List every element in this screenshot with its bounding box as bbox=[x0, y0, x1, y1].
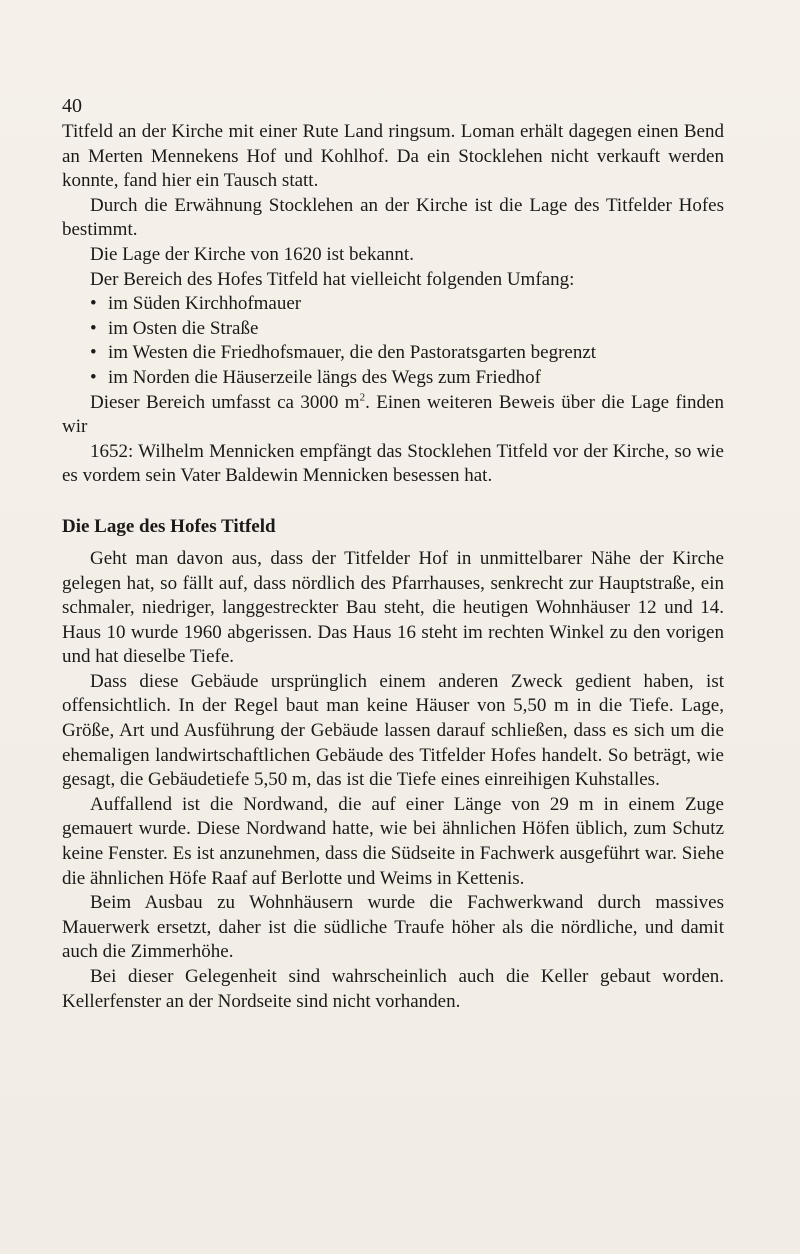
paragraph-continued: Titfeld an der Kirche mit einer Rute Land ringsum. Loman erhält dagegen einen Bend an Merten Mennekens Hof und Kohlhof. Da ein Stocklehen nicht verkauft werden konnte, fand hier ein Tausch statt. bbox=[62, 121, 724, 192]
paragraph-bereich-intro: Der Bereich des Hofes Titfeld hat vielleicht folgenden Umfang: bbox=[90, 268, 575, 290]
paragraph-stocklehen: Durch die Erwähnung Stocklehen an der Kirche ist die Lage des Titfelder Hofes bestimmt. bbox=[62, 194, 724, 241]
paragraph-area bbox=[62, 391, 724, 440]
section-paragraph: Beim Ausbau zu Wohnhäusern wurde die Fachwerkwand durch massives Mauerwerk ersetzt, daher ist die südliche Traufe höher als die nördliche, und damit auch die Zimmerhöhe. bbox=[62, 892, 724, 963]
page-text-block bbox=[62, 92, 724, 1014]
paragraph-kirche-1620: Die Lage der Kirche von 1620 ist bekannt. bbox=[90, 243, 414, 265]
section-paragraph: Geht man davon aus, dass der Titfelder Hof in unmittelbarer Nähe der Kirche gelegen hat, so fällt auf, dass nördlich des Pfarrhauses, senkrecht zur Hauptstraße, ein schmaler, niedriger, langgestreckter Bau steht, die heutigen Wohnhäuser 12 und 14. Haus 10 wurde 1960 abgerissen. Das Haus 16 steht im rechten Winkel zu den vorigen und hat dieselbe Tiefe. bbox=[62, 547, 724, 668]
page-number: 40 bbox=[62, 95, 82, 117]
list-item bbox=[62, 341, 724, 366]
bullet-icon: • bbox=[90, 317, 97, 339]
bullet-icon: • bbox=[90, 293, 97, 315]
bullet-icon: • bbox=[90, 342, 97, 364]
list-item bbox=[62, 317, 724, 342]
list-item-text: im Westen die Friedhofsmauer, die den Pastoratsgarten begrenzt bbox=[108, 342, 597, 364]
section-paragraph: Auffallend ist die Nordwand, die auf einer Länge von 29 m in einem Zuge gemauert wurde. Diese Nordwand hatte, wie bei ähnlichen Höfen üblich, zum Schutz keine Fenster. Es ist anzunehmen, dass die Südseite in Fachwerk ausgeführt war. Siehe die ähnlichen Höfe Raaf auf Berlotte und Weims in Kettenis. bbox=[62, 793, 724, 889]
area-superscript: 2 bbox=[359, 391, 366, 404]
paragraph-1652: 1652: Wilhelm Mennicken empfängt das Stocklehen Titfeld vor der Kirche, so wie es vordem sein Vater Baldewin Mennicken besessen hat. bbox=[62, 440, 724, 487]
area-text-after: . Einen weiteren Beweis über die Lage finden wir bbox=[62, 391, 724, 438]
boundary-list bbox=[62, 292, 724, 390]
list-item-text: im Norden die Häuserzeile längs des Wegs zum Friedhof bbox=[108, 366, 541, 388]
list-item-text: im Süden Kirchhofmauer bbox=[108, 293, 302, 315]
area-text-before: Dieser Bereich umfasst ca 3000 m bbox=[90, 391, 360, 413]
section-heading: Die Lage des Hofes Titfeld bbox=[62, 515, 276, 537]
bullet-icon: • bbox=[90, 366, 97, 388]
section-paragraph: Bei dieser Gelegenheit sind wahrscheinlich auch die Keller gebaut worden. Kellerfenster an der Nordseite sind nicht vorhanden. bbox=[62, 966, 724, 1012]
list-item bbox=[62, 292, 724, 317]
section-paragraph: Dass diese Gebäude ursprünglich einem anderen Zweck gedient haben, ist offensichtlich. In der Regel baut man keine Häuser von 5,50 m in die Tiefe. Lage, Größe, Art und Ausführung der Gebäude lassen darauf schließen, dass es sich um die ehemaligen landwirtschaftlichen Gebäude des Titfelder Hofes handelt. So beträgt, wie gesagt, die Gebäudetiefe 5,50 m, das ist die Tiefe eines einreihigen Kuhstalles. bbox=[62, 670, 724, 791]
list-item bbox=[62, 366, 724, 391]
list-item-text: im Osten die Straße bbox=[108, 317, 259, 339]
section-gap bbox=[62, 489, 724, 515]
